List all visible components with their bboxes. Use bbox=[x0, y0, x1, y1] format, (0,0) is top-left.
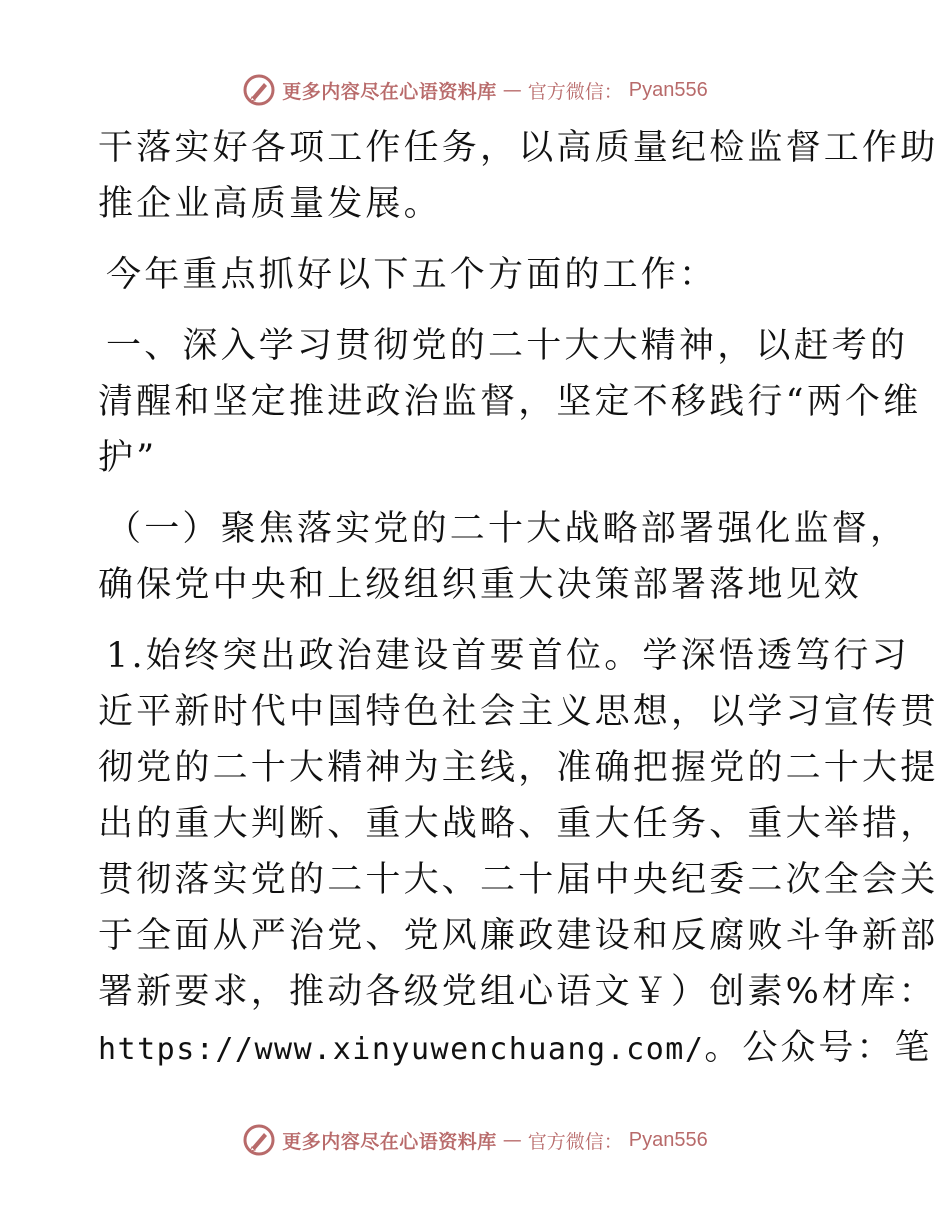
text-line: 于全面从严治党、党风廉政建设和反腐败斗争新部 bbox=[98, 916, 939, 956]
watermark-official: 官方微信： bbox=[527, 80, 623, 103]
text-line: 出的重大判断、重大战略、重大任务、重大举措， bbox=[98, 804, 939, 844]
text-line: 彻党的二十大精神为主线，准确把握党的二十大提 bbox=[98, 748, 939, 788]
document-body bbox=[98, 120, 939, 1076]
text-fragment: 。公众号：笔 bbox=[704, 1028, 933, 1068]
watermark-text: 更多内容尽在心语资料库 bbox=[282, 80, 497, 103]
text-line: 近平新时代中国特色社会主义思想，以学习宣传贯 bbox=[98, 692, 939, 732]
watermark-official: 官方微信： bbox=[527, 1130, 623, 1153]
text-line: 署新要求，推动各级党组心语文￥）创素%材库： bbox=[98, 972, 937, 1012]
pen-logo-icon bbox=[242, 73, 276, 107]
paragraph bbox=[98, 247, 858, 303]
text-line: 今年重点抓好以下五个方面的工作： bbox=[106, 255, 718, 295]
text-line: 清醒和坚定推进政治监督，坚定不移践行“两个维 bbox=[98, 382, 922, 422]
watermark-handle: Pyan556 bbox=[628, 78, 708, 101]
text-line: 干落实好各项工作任务，以高质量纪检监督工作助 bbox=[98, 128, 939, 168]
text-line: 一、深入学习贯彻党的二十大大精神，以赶考的 bbox=[106, 326, 909, 366]
paragraph bbox=[98, 628, 939, 1076]
text-line: （一）聚焦落实党的二十大战略部署强化监督， bbox=[106, 509, 909, 549]
text-line: 推企业高质量发展。 bbox=[98, 184, 442, 224]
paragraph bbox=[98, 120, 939, 232]
text-line: 确保党中央和上级组织重大决策部署落地见效 bbox=[98, 565, 863, 605]
watermark-dash: — bbox=[502, 79, 522, 101]
text-line: 护” bbox=[98, 438, 158, 478]
watermark-dash: — bbox=[502, 1129, 522, 1151]
watermark-text: 更多内容尽在心语资料库 bbox=[282, 1130, 497, 1153]
url-text: https://www.xinyuwenchuang.com/ bbox=[98, 1032, 705, 1067]
text-line: 贯彻落实党的二十大、二十届中央纪委二次全会关 bbox=[98, 860, 939, 900]
subsection-heading bbox=[98, 501, 909, 613]
watermark-handle: Pyan556 bbox=[628, 1128, 708, 1151]
pen-logo-icon bbox=[242, 1123, 276, 1157]
section-heading bbox=[98, 318, 922, 486]
text-line: 1.始终突出政治建设首要首位。学深悟透笃行习 bbox=[106, 636, 910, 676]
watermark-footer bbox=[0, 1120, 950, 1160]
watermark-header bbox=[0, 70, 950, 110]
text-line-url bbox=[98, 1020, 933, 1076]
